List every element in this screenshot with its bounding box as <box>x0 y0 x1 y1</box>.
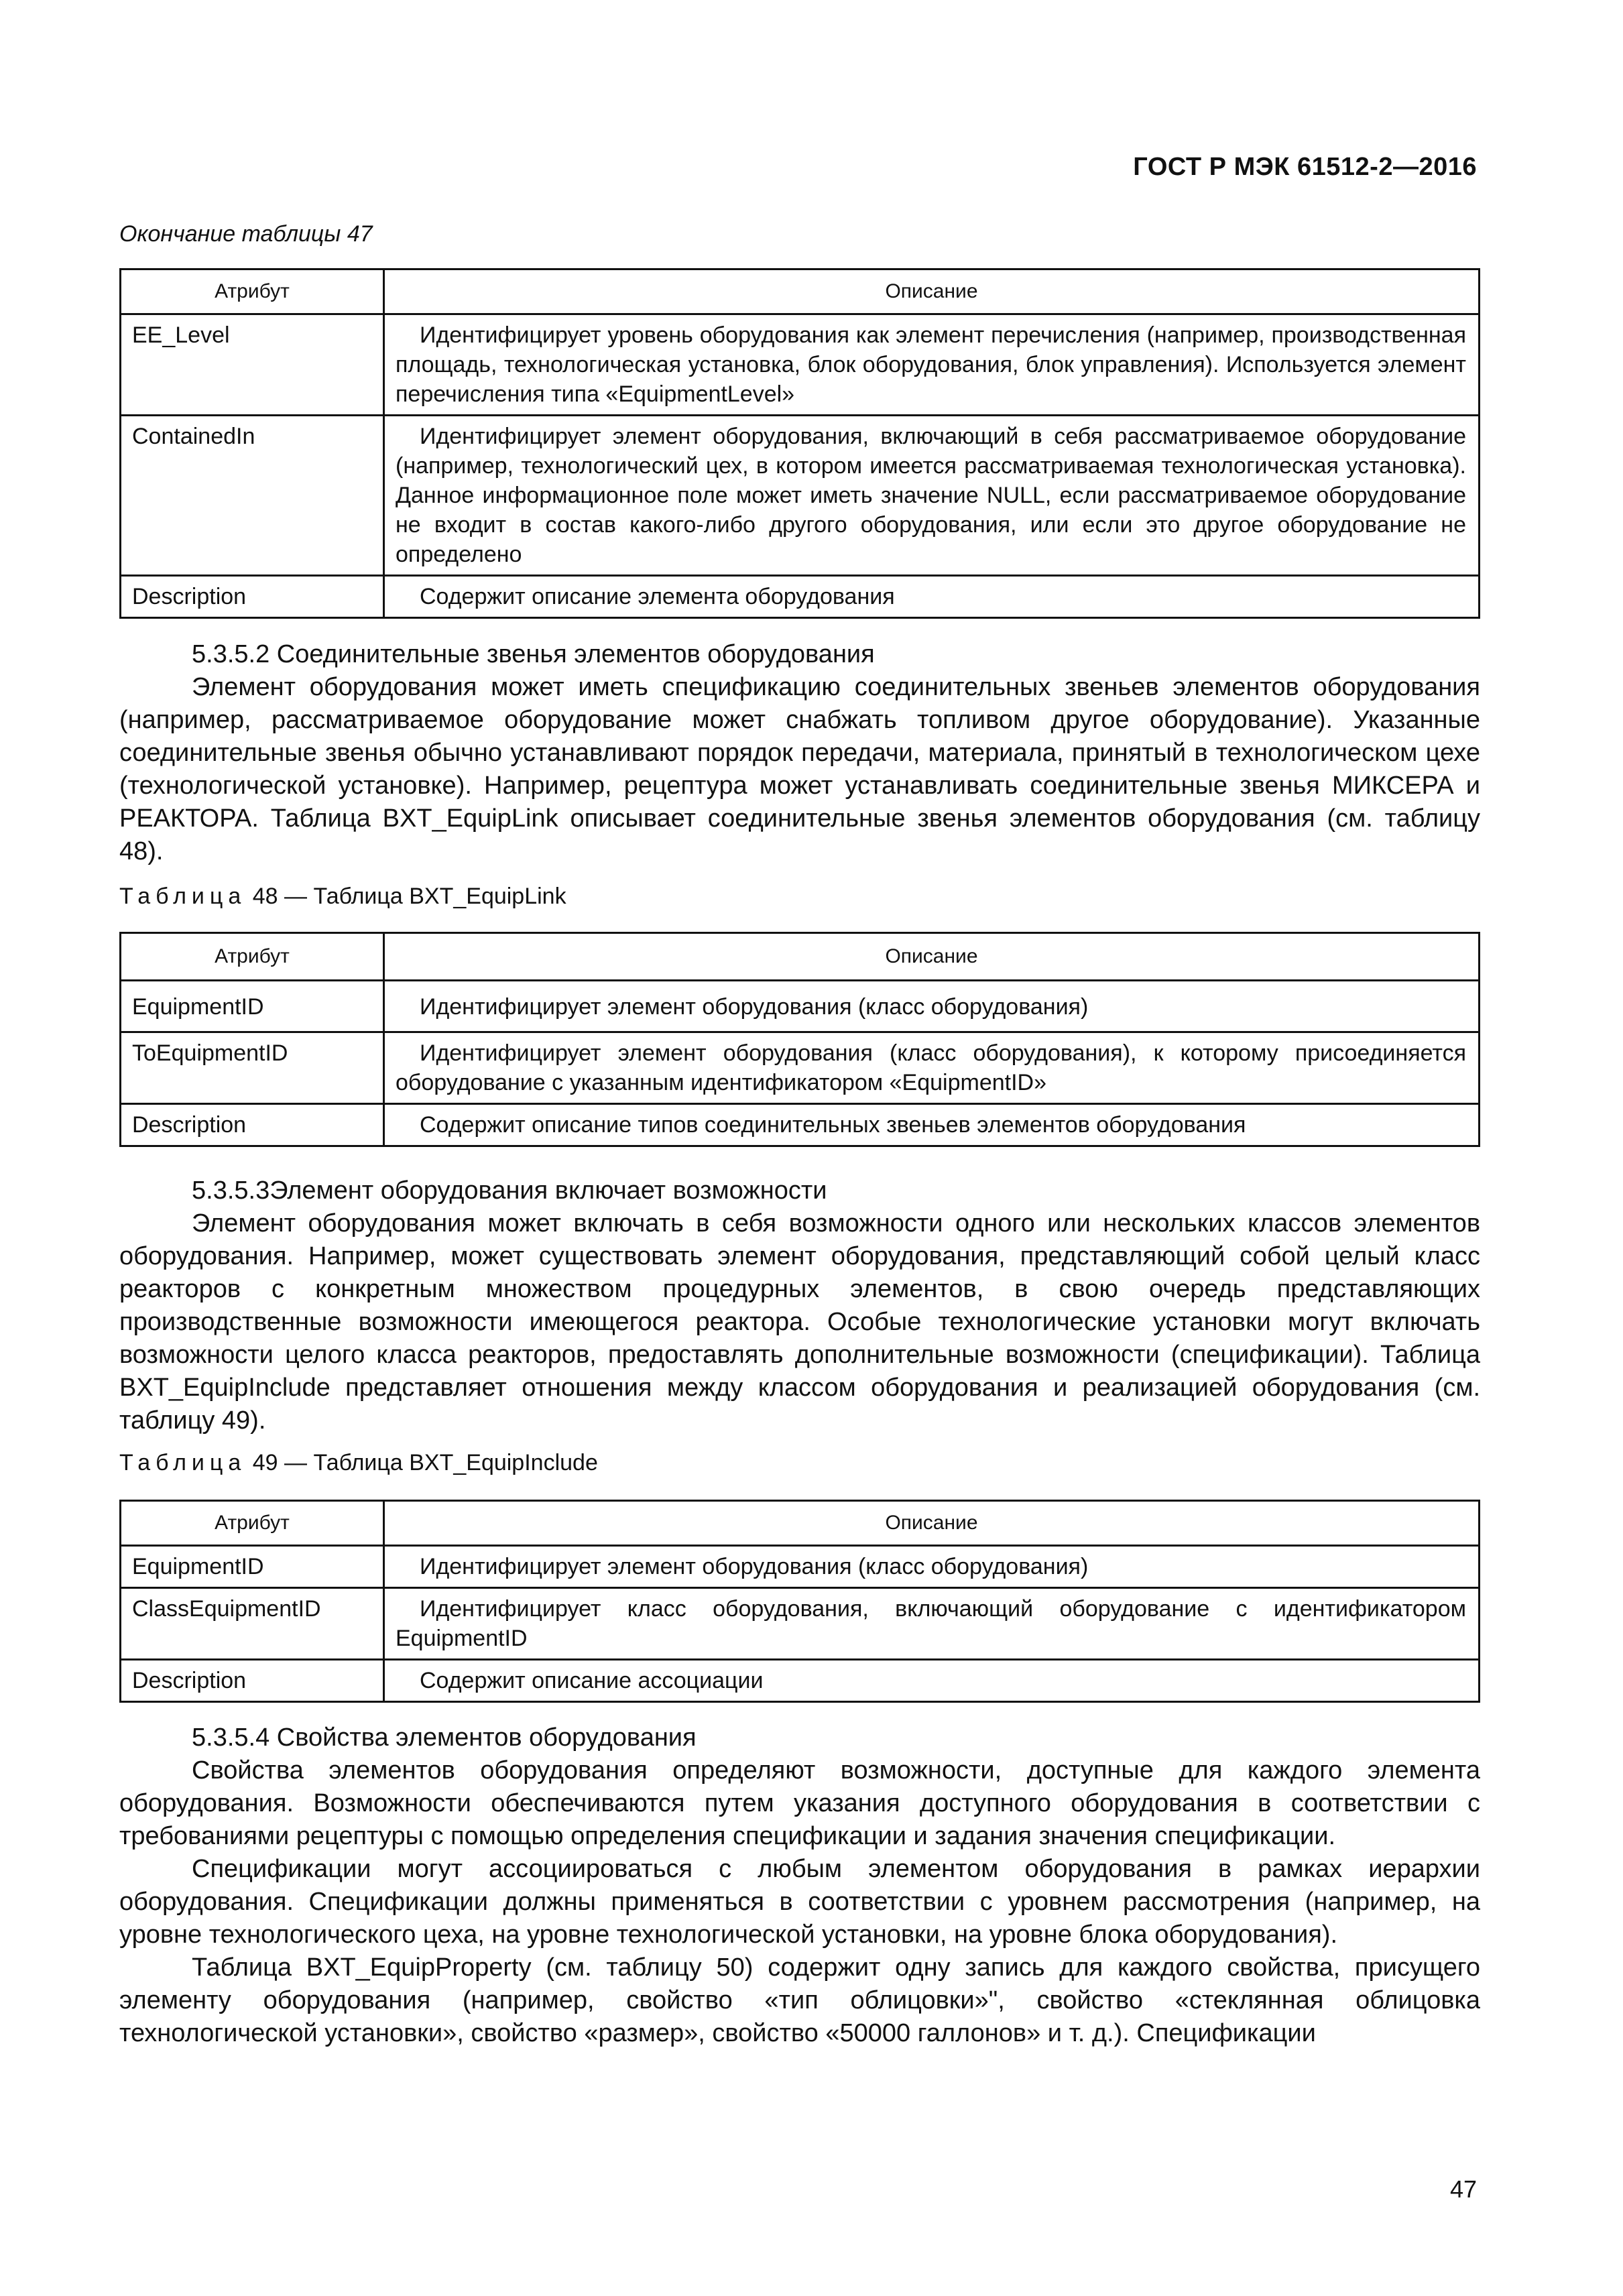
section-5-3-5-2 <box>119 638 1480 868</box>
description-cell: Идентифицирует уровень оборудования как элемент перечисления (например, производственная площадь, технологическая установка, блок оборудования, блок управления). Используется элемент перечисления типа «EquipmentLevel» <box>384 314 1480 416</box>
table-row <box>121 1104 1480 1146</box>
table-row <box>121 1546 1480 1588</box>
paragraph: Таблица BXT_EquipProperty (см. таблицу 50) содержит одну запись для каждого свойства, присущего элементу оборудования (например, свойство «тип облицовки»", свойство «стеклянная облицовка технологической установки», свойство «размер», свойство «50000 галлонов» и т. д.). Спецификации <box>119 1953 1480 2047</box>
attribute-cell: ContainedIn <box>121 416 384 576</box>
attribute-cell: ToEquipmentID <box>121 1032 384 1104</box>
table-48-caption: Таблица 48 — Таблица BXT_EquipLink <box>119 884 566 909</box>
description-cell: Идентифицирует класс оборудования, включающий оборудование с идентификатором EquipmentID <box>384 1588 1480 1660</box>
section-heading: 5.3.5.2 Соединительные звенья элементов оборудования <box>192 640 875 668</box>
description-cell: Идентифицирует элемент оборудования (класс оборудования) <box>384 981 1480 1032</box>
table-header-row <box>121 933 1480 981</box>
attribute-cell: EE_Level <box>121 314 384 416</box>
section-heading: 5.3.5.3Элемент оборудования включает возможности <box>192 1176 827 1205</box>
section-5-3-5-4 <box>119 1721 1480 2050</box>
paragraph: Элемент оборудования может включать в себя возможности одного или нескольких классов элементов оборудования. Например, может существовать элемент оборудования, представляющий собой целый класс реакторов с конкретным множеством процедурных элементов, в свою очередь представляющих производственные возможности имеющегося реактора. Особые технологические установки могут включать возможности целого класса реакторов, предоставлять дополнительные возможности (спецификации). Таблица BXT_EquipInclude представляет отношения между классом оборудования и реализацией оборудования (см. таблицу 49). <box>119 1209 1480 1435</box>
description-cell: Идентифицирует элемент оборудования (класс оборудования), к которому присоединяется оборудование с указанным идентификатором «EquipmentID» <box>384 1032 1480 1104</box>
column-header-attribute: Атрибут <box>121 1501 384 1546</box>
attribute-cell: EquipmentID <box>121 1546 384 1588</box>
column-header-attribute: Атрибут <box>121 269 384 314</box>
column-header-attribute: Атрибут <box>121 933 384 981</box>
description-cell: Содержит описание ассоциации <box>384 1660 1480 1702</box>
table-47 <box>119 268 1480 619</box>
paragraph: Спецификации могут ассоциироваться с любым элементом оборудования в рамках иерархии оборудования. Спецификации должны применяться в соответствии с уровнем рассмотрения (например, на уровне технологического цеха, на уровне технологической установки, на уровне блока оборудования). <box>119 1855 1480 1949</box>
table-row <box>121 1660 1480 1702</box>
attribute-cell: Description <box>121 1104 384 1146</box>
standard-header: ГОСТ Р МЭК 61512-2—2016 <box>1133 153 1477 181</box>
table-row <box>121 981 1480 1032</box>
description-cell: Содержит описание элемента оборудования <box>384 576 1480 618</box>
paragraph: Элемент оборудования может иметь спецификацию соединительных звеньев элементов оборудования (например, рассматриваемое оборудование может снабжать топливом другое оборудование). Указанные соединительные звенья обычно устанавливают порядок передачи, материала, принятый в технологическом цехе (технологической установке). Например, рецептура может устанавливать соединительные звенья МИКСЕРА и РЕАКТОРА. Таблица BXT_EquipLink описывает соединительные звенья элементов оборудования (см. таблицу 48). <box>119 673 1480 865</box>
description-cell: Содержит описание типов соединительных звеньев элементов оборудования <box>384 1104 1480 1146</box>
page-number: 47 <box>1449 2175 1477 2203</box>
attribute-cell: Description <box>121 1660 384 1702</box>
table-row <box>121 1032 1480 1104</box>
attribute-cell: EquipmentID <box>121 981 384 1032</box>
table-47-caption: Окончание таблицы 47 <box>119 221 373 247</box>
table-row <box>121 416 1480 576</box>
column-header-description: Описание <box>384 269 1480 314</box>
attribute-cell: ClassEquipmentID <box>121 1588 384 1660</box>
table-header-row <box>121 1501 1480 1546</box>
table-header-row <box>121 269 1480 314</box>
table-row <box>121 314 1480 416</box>
table-49-caption: Таблица 49 — Таблица BXT_EquipInclude <box>119 1450 598 1475</box>
description-cell: Идентифицирует элемент оборудования, включающий в себя рассматриваемое оборудование (например, технологический цех, в котором имеется рассматриваемая технологическая установка). Данное информационное поле может иметь значение NULL, если рассматриваемое оборудование не входит в состав какого-либо другого оборудования, или если это другое оборудование не определено <box>384 416 1480 576</box>
table-49 <box>119 1500 1480 1703</box>
section-heading: 5.3.5.4 Свойства элементов оборудования <box>192 1724 697 1752</box>
attribute-cell: Description <box>121 576 384 618</box>
paragraph: Свойства элементов оборудования определяют возможности, доступные для каждого элемента оборудования. Возможности обеспечиваются путем указания доступного оборудования в соответствии с требованиями рецептуры с помощью определения спецификации и задания значения спецификации. <box>119 1756 1480 1850</box>
section-5-3-5-3 <box>119 1174 1480 1437</box>
table-48 <box>119 932 1480 1147</box>
table-row <box>121 576 1480 618</box>
column-header-description: Описание <box>384 933 1480 981</box>
column-header-description: Описание <box>384 1501 1480 1546</box>
description-cell: Идентифицирует элемент оборудования (класс оборудования) <box>384 1546 1480 1588</box>
table-row <box>121 1588 1480 1660</box>
